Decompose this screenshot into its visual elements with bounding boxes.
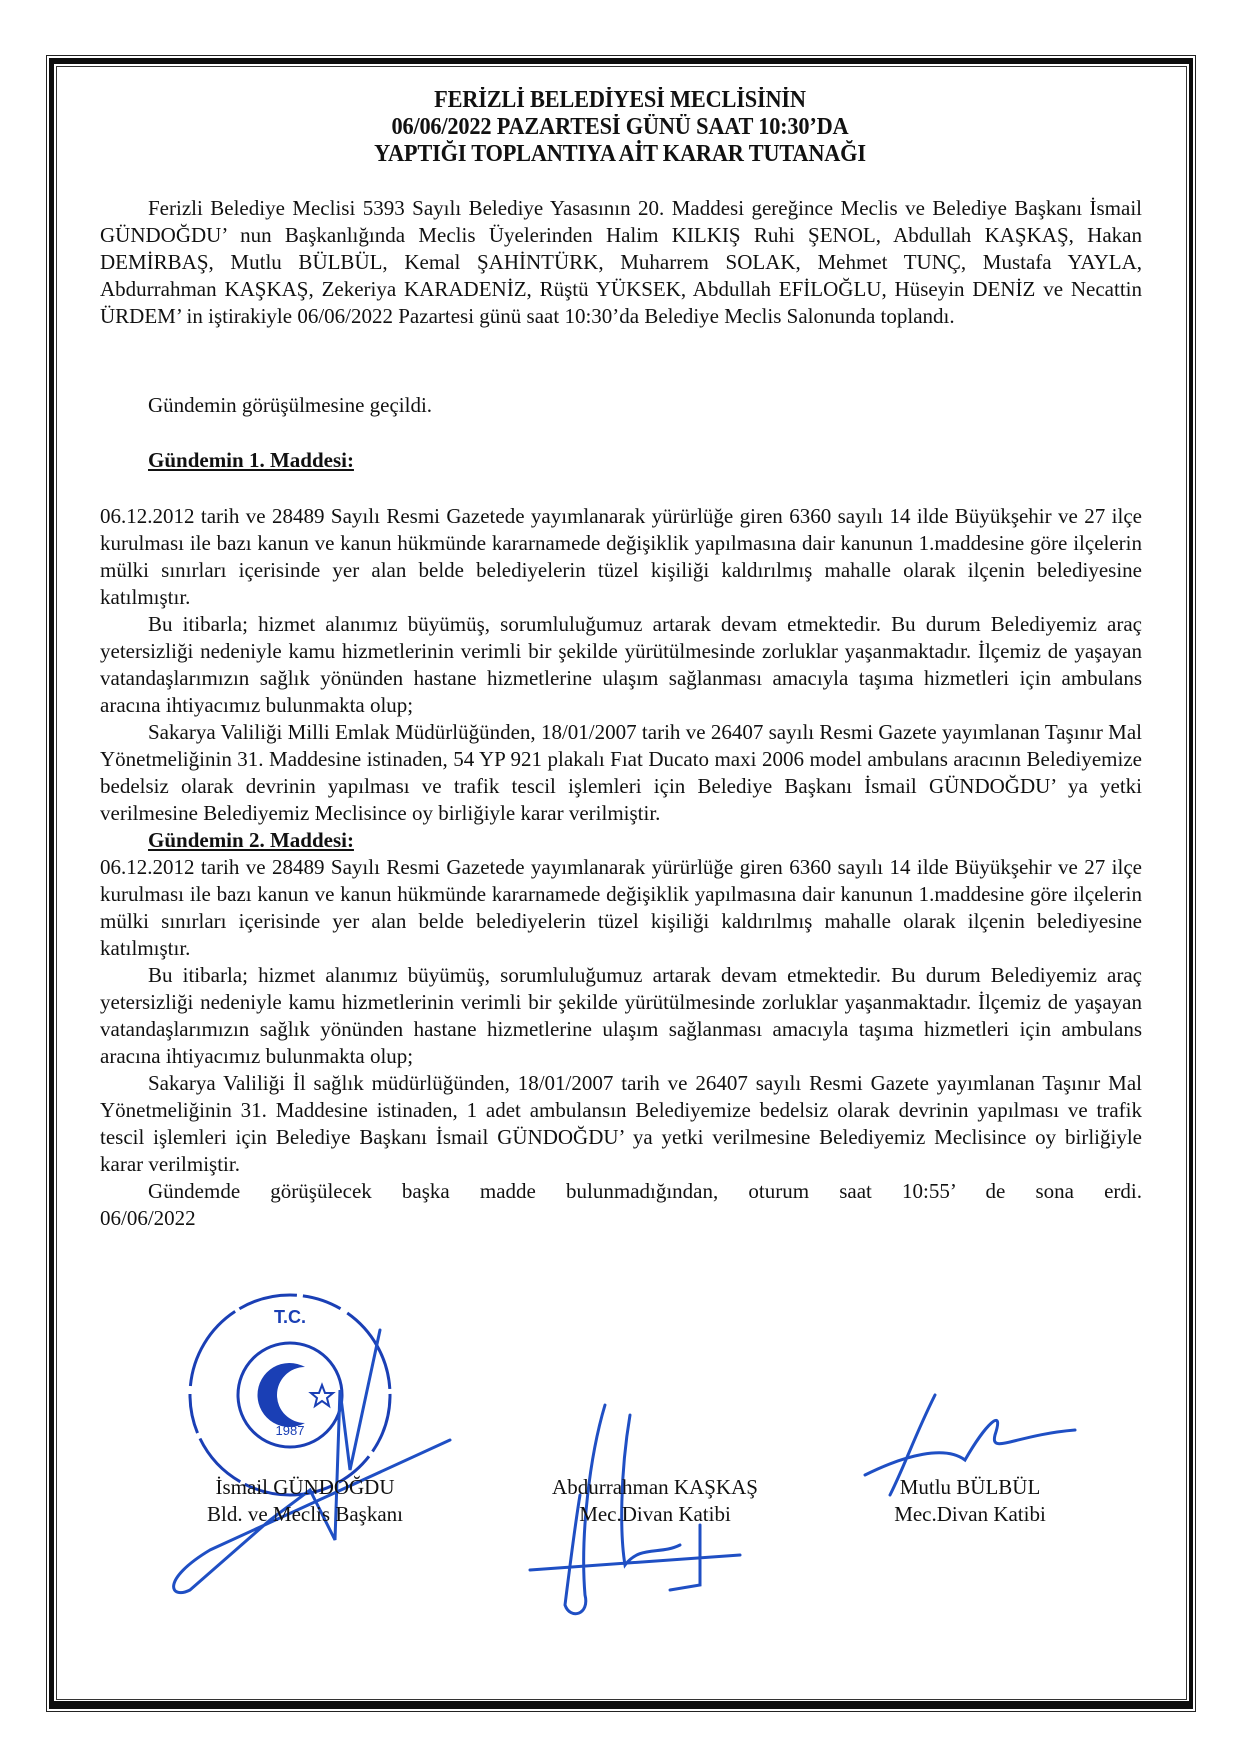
signatory-secretary-2 [845,1474,1095,1528]
signature-mayor [150,1290,470,1610]
agenda-item-1-heading: Gündemin 1. Maddesi: [148,448,354,472]
title-line-2: 06/06/2022 PAZARTESİ GÜNÜ SAAT 10:30’DA [391,114,849,140]
stamp-tc-text: T.C. [273,1307,307,1327]
title-line-1: FERİZLİ BELEDİYESİ MECLİSİNİN [434,87,806,113]
signatory-secretary-1-role: Mec.Divan Katibi [579,1502,731,1526]
signatory-secretary-2-name: Mutlu BÜLBÜL [899,1475,1041,1499]
agenda-item-2-paragraph-1: 06.12.2012 tarih ve 28489 Sayılı Resmi Gazetede yayımlanarak yürürlüğe giren 6360 sayılı 14 ilde Büyükşehir ve 27 ilçe kurulması ile bazı kanun ve kanun hükmünde kararnamede değişiklik yapılmasına dair kanunun 1.maddesine göre ilçelerin mülki sınırları içerisinde yer alan belde belediyelerin tüzel kişiliği kaldırılmış mahalle olarak ilçenin belediyesine katılmıştır. [100,855,1142,960]
agenda-item-1-heading-wrap [100,447,1142,474]
signatory-mayor [165,1474,445,1528]
agenda-start-text: Gündemin görüşülmesine geçildi. [148,393,433,417]
document-title [0,87,1240,168]
title-line-3: YAPTIĞI TOPLANTIYA AİT KARAR TUTANAĞI [374,141,866,167]
signatory-secretary-1 [505,1474,805,1528]
signatory-secretary-2-role: Mec.Divan Katibi [894,1502,1046,1526]
closing-date: 06/06/2022 [100,1206,196,1230]
intro-section [100,195,1142,330]
agenda-item-1-paragraph-1: 06.12.2012 tarih ve 28489 Sayılı Resmi Gazetede yayımlanarak yürürlüğe giren 6360 sayılı 14 ilde Büyükşehir ve 27 ilçe kurulması ile bazı kanun ve kanun hükmünde kararnamede değişiklik yapılmasına dair kanunun 1.maddesine göre ilçelerin mülki sınırları içerisinde yer alan belde belediyelerin tüzel kişiliği kaldırılmış mahalle olarak ilçenin belediyesine katılmıştır. [100,504,1142,609]
signatory-mayor-role: Bld. ve Meclis Başkanı [207,1502,403,1526]
agenda-item-1 [100,503,1142,1232]
signatory-secretary-1-name: Abdurrahman KAŞKAŞ [552,1475,758,1499]
agenda-start-section [100,392,1142,419]
stamp-year-text: 1987 [275,1423,305,1438]
agenda-item-2-heading: Gündemin 2. Maddesi: [148,828,354,852]
agenda-item-2-paragraph-2: Bu itibarla; hizmet alanımız büyümüş, sorumluluğumuz artarak devam etmektedir. Bu durum Belediyemiz araç yetersizliği nedeniyle kamu hizmetlerinin verimli bir şekilde yürütülmesinde zorluklar yaşanmaktadır. İlçemiz de yaşayan vatandaşlarımızın sağlık yönünden hastane hizmetlerine ulaşım sağlanması amacıyla taşıma hizmetleri için ambulans aracına ihtiyacımız bulunmakta olup; [100,963,1142,1068]
signatory-mayor-name: İsmail GÜNDOĞDU [215,1475,395,1499]
closing-text: Gündemde görüşülecek başka madde bulunmadığından, oturum saat 10:55’ de sona erdi. [148,1179,1142,1203]
agenda-item-1-paragraph-3: Sakarya Valiliği Milli Emlak Müdürlüğünden, 18/01/2007 tarih ve 26407 sayılı Resmi Gazete yayımlanan Taşınır Mal Yönetmeliğinin 31. Maddesine istinaden, 54 YP 921 plakalı Fıat Ducato maxi 2006 model ambulans aracının Belediyemize bedelsiz olarak devrinin yapılması ve trafik tescil işlemleri için Belediye Başkanı İsmail GÜNDOĞDU’ ya yetki verilmesine Belediyemiz Meclisince oy birliğiyle karar verilmiştir. [100,720,1142,825]
agenda-item-1-paragraph-2: Bu itibarla; hizmet alanımız büyümüş, sorumluluğumuz artarak devam etmektedir. Bu durum Belediyemiz araç yetersizliği nedeniyle kamu hizmetlerinin verimli bir şekilde yürütülmesinde zorluklar yaşanmaktadır. İlçemiz de yaşayan vatandaşlarımızın sağlık yönünden hastane hizmetlerine ulaşım sağlanması amacıyla taşıma hizmetleri için ambulans aracına ihtiyacımız bulunmakta olup; [100,612,1142,717]
intro-paragraph: Ferizli Belediye Meclisi 5393 Sayılı Belediye Yasasının 20. Maddesi gereğince Meclis ve Belediye Başkanı İsmail GÜNDOĞDU’ nun Başkanlığında Meclis Üyelerinden Halim KILKIŞ Ruhi ŞENOL, Abdullah KAŞKAŞ, Hakan DEMİRBAŞ, Mutlu BÜLBÜL, Kemal ŞAHİNTÜRK, Muharrem SOLAK, Mehmet TUNÇ, Mustafa YAYLA, Abdurrahman KAŞKAŞ, Zekeriya KARADENİZ, Rüştü YÜKSEK, Abdullah EFİLOĞLU, Hüseyin DENİZ ve Necattin ÜRDEM’ in iştirakiyle 06/06/2022 Pazartesi günü saat 10:30’da Belediye Meclis Salonunda toplandı. [100,196,1142,328]
agenda-item-2-paragraph-3: Sakarya Valiliği İl sağlık müdürlüğünden, 18/01/2007 tarih ve 26407 sayılı Resmi Gazete yayımlanan Taşınır Mal Yönetmeliğinin 31. Maddesine istinaden, 1 adet ambulansın Belediyemize bedelsiz olarak devrinin yapılması ve trafik tescil işlemleri için Belediye Başkanı İsmail GÜNDOĞDU’ ya yetki verilmesine Belediyemiz Meclisince oy birliğiyle karar verilmiştir. [100,1071,1142,1176]
